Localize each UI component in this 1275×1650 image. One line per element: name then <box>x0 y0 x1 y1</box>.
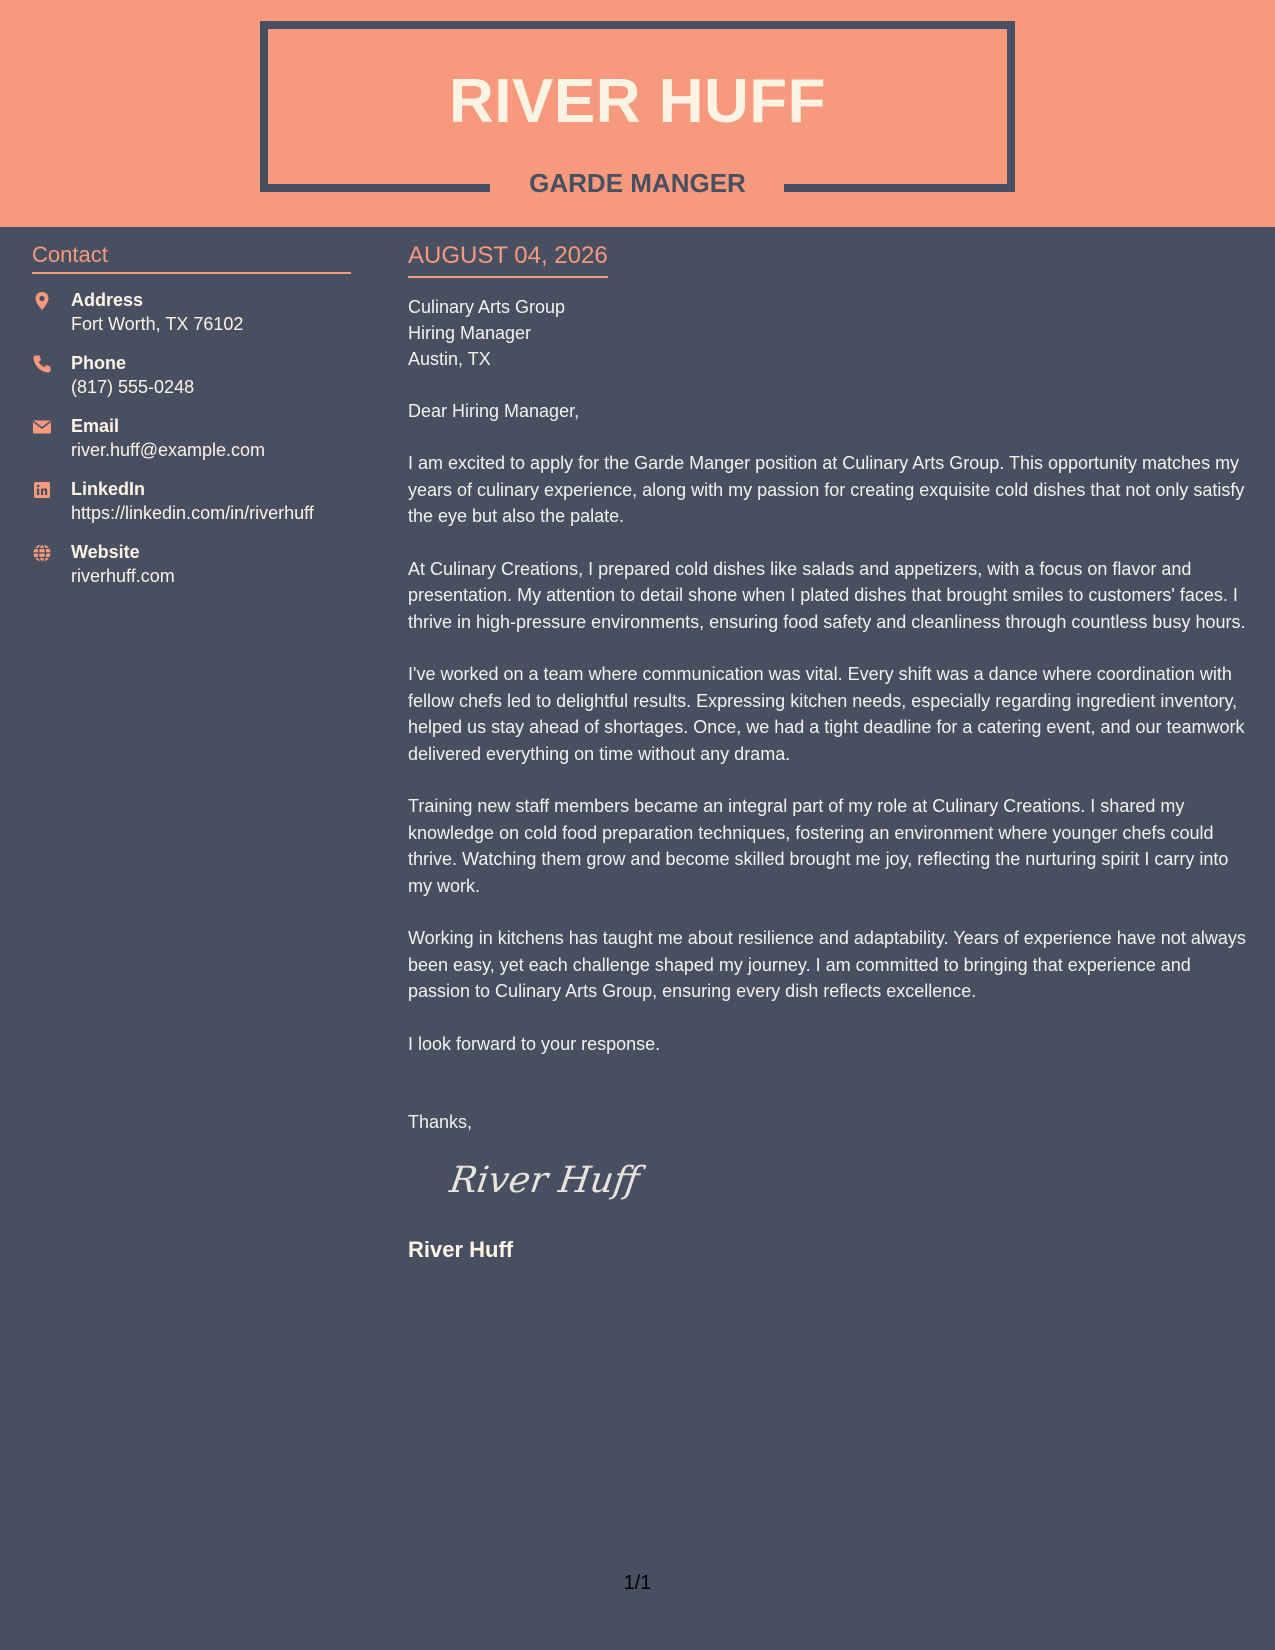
contact-item-phone <box>32 351 352 400</box>
paragraph: Working in kitchens has taught me about resilience and adaptability. Years of experience have not always been easy, yet each challenge shaped my journey. I am committed to bringing that experience and passion to Culinary Arts Group, ensuring every dish reflects excellence. <box>408 928 1246 1001</box>
paragraph: Training new staff members became an integral part of my role at Culinary Creations. I shared my knowledge on cold food preparation techniques, fostering an environment where younger chefs could thrive. Watching them grow and become skilled brought me joy, reflecting the nurturing spirit I carry into my work. <box>408 796 1229 896</box>
contact-value: https://linkedin.com/in/riverhuff <box>71 503 314 523</box>
contact-value: river.huff@example.com <box>71 440 266 460</box>
envelope-icon <box>32 417 52 437</box>
contact-value: Fort Worth, TX 76102 <box>71 314 244 334</box>
recipient-block <box>408 294 1253 372</box>
paragraph: I am excited to apply for the Garde Manger position at Culinary Arts Group. This opportunity matches my years of culinary experience, along with my passion for creating exquisite cold dishes that not only satisfy the eye but also the palate. <box>408 453 1245 526</box>
paragraph: At Culinary Creations, I prepared cold dishes like salads and appetizers, with a focus on flavor and presentation. My attention to detail shone when I plated dishes that brought smiles to customers' faces. I thrive in high-pressure environments, ensuring food safety and cleanliness through countless busy hours. <box>408 558 1246 632</box>
contact-label: LinkedIn <box>71 479 146 499</box>
contact-value: (817) 555-0248 <box>71 377 195 397</box>
letter-body <box>408 240 1253 1265</box>
paragraph: I look forward to your response. <box>408 1033 661 1054</box>
recipient-company: Culinary Arts Group <box>408 297 566 317</box>
phone-icon <box>32 354 52 374</box>
letter-date: AUGUST 04, 2026 <box>408 240 608 278</box>
contact-item-email <box>32 414 352 463</box>
header-banner <box>0 0 1275 227</box>
contact-sidebar <box>32 240 352 589</box>
contact-item-address <box>32 288 352 337</box>
contact-heading: Contact <box>32 240 351 274</box>
contact-value: riverhuff.com <box>71 566 175 586</box>
map-pin-icon <box>32 291 52 311</box>
contact-label: Website <box>71 542 140 562</box>
recipient-location: Austin, TX <box>408 349 491 369</box>
contact-label: Phone <box>71 353 127 373</box>
contact-item-website <box>32 540 352 589</box>
globe-icon <box>32 543 52 563</box>
applicant-name: RIVER HUFF <box>449 67 826 136</box>
linkedin-icon <box>32 480 52 500</box>
job-title: GARDE MANGER <box>529 168 746 198</box>
paragraph: I've worked on a team where communication was vital. Every shift was a dance where coordination with fellow chefs led to delightful results. Expressing kitchen needs, especially regarding ingredient inventory, helped us stay ahead of shortages. Once, we had a tight deadline for a catering event, and our teamwork delivered everything on time without any drama. <box>408 664 1245 764</box>
recipient-title: Hiring Manager <box>408 323 532 343</box>
contact-label: Address <box>71 290 144 310</box>
salutation: Dear Hiring Manager, <box>408 401 580 421</box>
signature: River Huff <box>447 1160 642 1201</box>
closing: Thanks, <box>408 1112 473 1132</box>
page-number: 1/1 <box>623 1572 652 1594</box>
signer-name: River Huff <box>408 1237 514 1262</box>
contact-item-linkedin <box>32 477 352 526</box>
contact-label: Email <box>71 416 120 436</box>
